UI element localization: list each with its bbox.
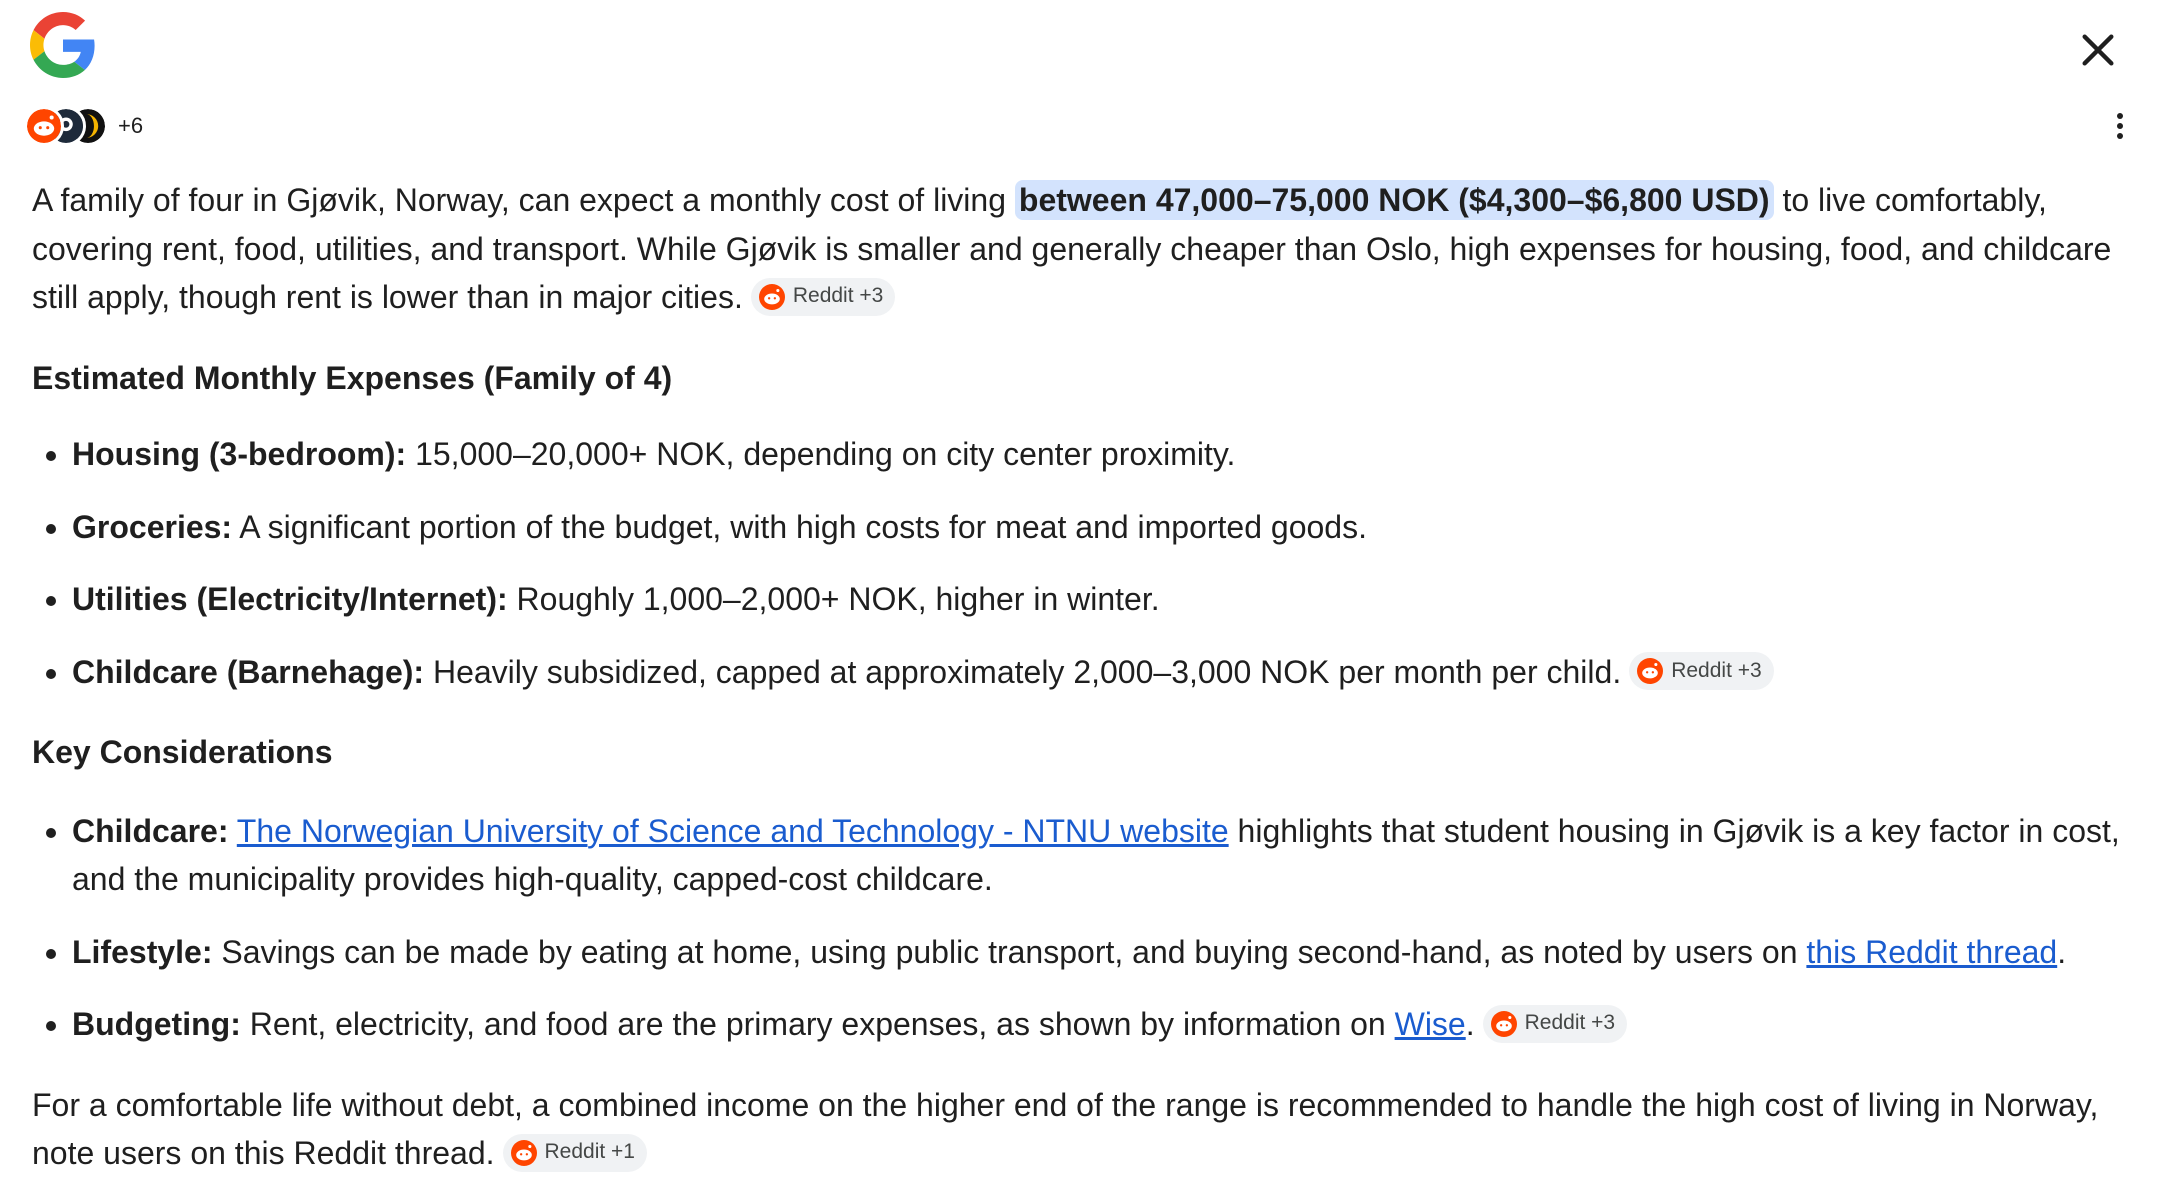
list-item bbox=[72, 1000, 2142, 1049]
expenses-heading: Estimated Monthly Expenses (Family of 4) bbox=[32, 359, 673, 396]
reddit-icon bbox=[1491, 1011, 1517, 1037]
ntnu-link[interactable]: The Norwegian University of Science and Technology - NTNU website bbox=[236, 812, 1229, 849]
item-label: Groceries: bbox=[72, 508, 233, 545]
close-icon bbox=[2078, 30, 2118, 70]
item-label: Budgeting: bbox=[72, 1006, 241, 1042]
item-text: 15,000–20,000+ NOK, depending on city center proximity. bbox=[406, 436, 1236, 472]
considerations-list bbox=[32, 807, 2142, 1049]
reddit-icon bbox=[1637, 658, 1663, 684]
more-options-button[interactable] bbox=[2100, 106, 2140, 146]
list-item bbox=[72, 430, 2142, 479]
close-button[interactable] bbox=[2070, 22, 2126, 78]
item-text-end: . bbox=[1465, 1006, 1475, 1042]
highlighted-range: between 47,000–75,000 NOK ($4,300–$6,800 USD) bbox=[1015, 180, 1774, 220]
item-text: Roughly 1,000–2,000+ NOK, higher in winter. bbox=[507, 581, 1160, 617]
list-item bbox=[72, 503, 2142, 552]
intro-text-start: A family of four in Gjøvik, Norway, can expect a monthly cost of living bbox=[32, 182, 1015, 218]
google-logo bbox=[30, 12, 96, 78]
item-text: Rent, electricity, and food are the primary expenses, as shown by information on bbox=[240, 1006, 1395, 1042]
reddit-thread-link[interactable]: this Reddit thread bbox=[1806, 933, 2058, 970]
item-text: Savings can be made by eating at home, using public transport, and buying second-hand, as noted by users on bbox=[212, 933, 1807, 970]
intro-text-end: to live comfortably, covering rent, food, utilities, and transport. While Gjøvik is smaller and generally cheaper than Oslo, high expenses for housing, food, and childcare still apply, though rent is lower than in major cities. bbox=[32, 182, 2112, 315]
item-label: Utilities (Electricity/Internet): bbox=[72, 581, 508, 617]
more-vert-icon bbox=[2115, 111, 2125, 141]
source-favicons[interactable] bbox=[24, 106, 143, 146]
source-chip[interactable] bbox=[1483, 1005, 1627, 1043]
reddit-icon bbox=[511, 1140, 537, 1166]
list-item bbox=[72, 928, 2142, 977]
final-text: For a comfortable life without debt, a combined income on the higher end of the range is recommended to handle the high cost of living in Norway, note users on this Reddit thread. bbox=[32, 1086, 2099, 1171]
source-chip-label: Reddit +3 bbox=[1524, 1011, 1616, 1035]
item-text-end: . bbox=[2057, 933, 2067, 970]
item-label: Housing (3-bedroom): bbox=[72, 436, 407, 472]
reddit-icon bbox=[24, 106, 64, 146]
item-label: Childcare (Barnehage): bbox=[72, 653, 425, 690]
source-chip-label: Reddit +3 bbox=[1671, 658, 1762, 682]
intro-paragraph bbox=[32, 176, 2142, 322]
source-chip-label: Reddit +1 bbox=[544, 1140, 635, 1164]
wise-link[interactable]: Wise bbox=[1394, 1006, 1466, 1042]
source-chip[interactable] bbox=[503, 1134, 647, 1172]
item-text: highlights that student housing in Gjøvik is a key factor in cost, and the municipality provides high-quality, capped-cost childcare. bbox=[72, 812, 2120, 897]
final-paragraph bbox=[32, 1081, 2142, 1178]
list-item bbox=[72, 575, 2142, 624]
source-chip[interactable] bbox=[1629, 652, 1773, 690]
list-item bbox=[72, 807, 2142, 904]
source-chip[interactable] bbox=[751, 278, 895, 316]
list-item bbox=[72, 648, 2142, 697]
considerations-heading: Key Considerations bbox=[32, 734, 333, 770]
source-chip-label: Reddit +3 bbox=[792, 284, 884, 308]
expenses-list bbox=[32, 430, 2142, 696]
sources-row bbox=[24, 104, 143, 148]
google-g-icon bbox=[30, 12, 96, 78]
item-text: A significant portion of the budget, with high costs for meat and imported goods. bbox=[232, 508, 1367, 545]
item-label: Lifestyle: bbox=[72, 933, 213, 970]
item-label: Childcare: bbox=[72, 812, 229, 849]
reddit-icon bbox=[759, 284, 785, 310]
answer-content bbox=[32, 176, 2142, 1178]
item-text: Heavily subsidized, capped at approximately 2,000–3,000 NOK per month per child. bbox=[424, 653, 1622, 690]
source-count: +6 bbox=[118, 113, 144, 138]
